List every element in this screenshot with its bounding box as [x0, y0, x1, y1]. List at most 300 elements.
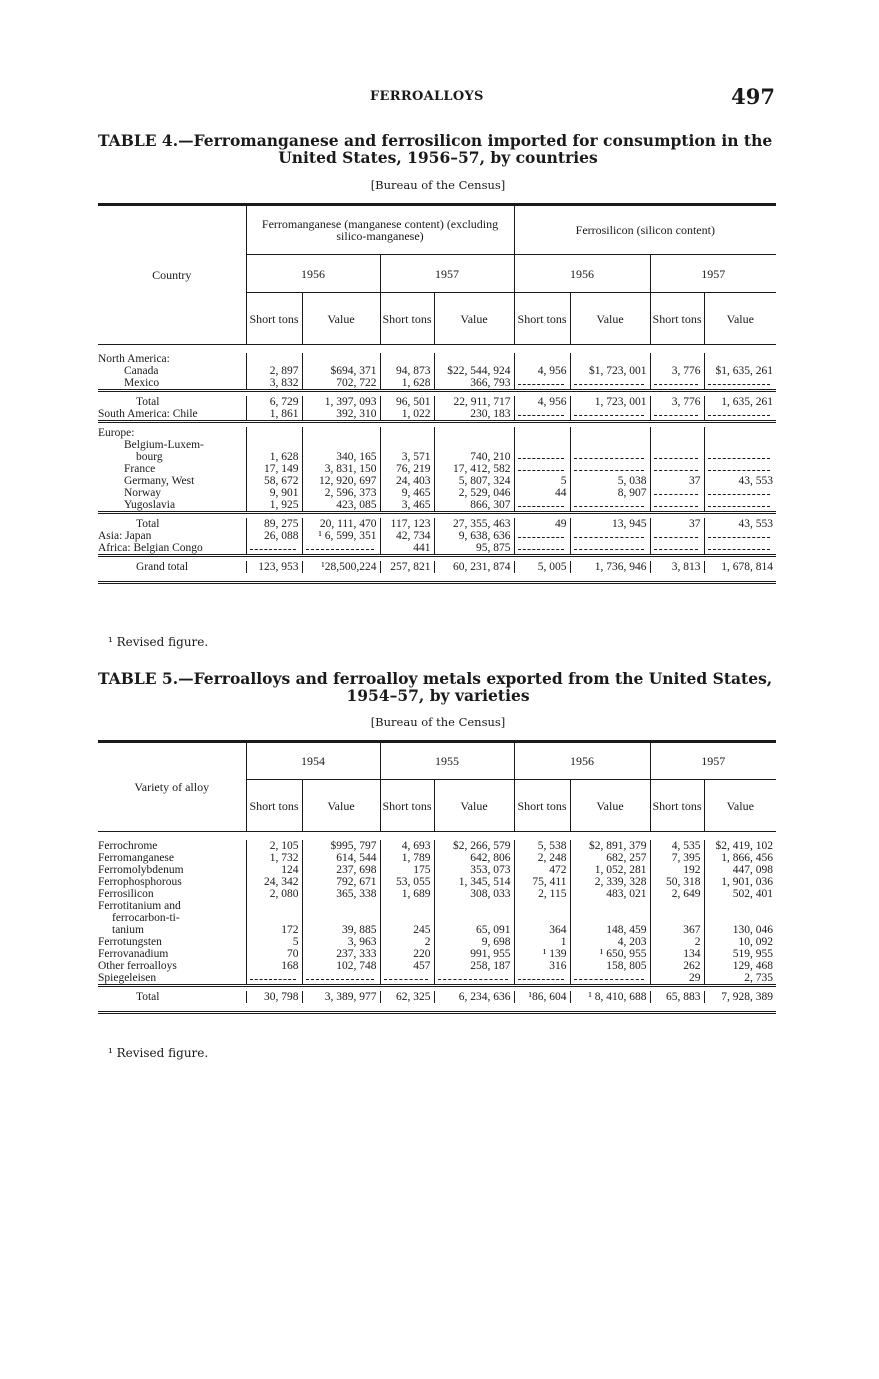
table-cell: 1, 345, 514	[434, 876, 514, 888]
table-cell: 13, 945	[570, 518, 650, 530]
table-cell: 70	[246, 948, 302, 960]
table-cell: ¹ 650, 955	[570, 948, 650, 960]
table-cell: ¹86, 604	[514, 991, 570, 1003]
table4-ferrosilicon-header: Ferrosilicon (silicon content)	[514, 205, 776, 255]
table-cell: 53, 055	[380, 876, 434, 888]
table-cell: 26, 088	[246, 530, 302, 542]
table-cell: 130, 046	[704, 924, 776, 936]
table-cell: 65, 091	[434, 924, 514, 936]
table-cell: 8, 907	[570, 487, 650, 499]
table-cell: 117, 123	[380, 518, 434, 530]
empty-cell-dashes	[650, 463, 704, 475]
table-cell: 17, 412, 582	[434, 463, 514, 475]
table-cell: 1, 628	[380, 377, 434, 391]
table5-short-tons-header: Short tons	[650, 780, 704, 832]
table-cell: 2	[650, 936, 704, 948]
table-cell: ¹ 6, 599, 351	[302, 530, 380, 542]
table-row	[98, 487, 776, 499]
table4-value-header: Value	[434, 293, 514, 345]
empty-cell-dashes	[650, 530, 704, 542]
row-label: North America:	[98, 353, 170, 365]
row-label: Spiegeleisen	[98, 972, 157, 984]
empty-cell-dashes	[570, 542, 650, 556]
table-cell: 364	[514, 924, 570, 936]
table-row	[98, 948, 776, 960]
table-cell: 2, 105	[246, 840, 302, 852]
table5-value-header: Value	[434, 780, 514, 832]
table-cell: 95, 875	[434, 542, 514, 556]
table-cell: 642, 806	[434, 852, 514, 864]
row-label: bourg	[136, 451, 163, 463]
table-cell: 5, 005	[514, 561, 570, 573]
empty-cell-dashes	[514, 408, 570, 422]
table-cell: 3, 776	[650, 365, 704, 377]
table-cell: 3, 831, 150	[302, 463, 380, 475]
table-cell: 22, 911, 717	[434, 396, 514, 408]
table-cell: 168	[246, 960, 302, 972]
table-cell: 158, 805	[570, 960, 650, 972]
table-row	[98, 530, 776, 542]
table-cell: 60, 231, 874	[434, 561, 514, 573]
table-cell	[380, 912, 434, 924]
table-cell: 472	[514, 864, 570, 876]
row-label: Germany, West	[124, 475, 195, 487]
table-cell: 740, 210	[434, 451, 514, 463]
table4-ferromanganese-header: Ferromanganese (manganese content) (excluding silico-manganese)	[246, 205, 514, 255]
row-label: Other ferroalloys	[98, 960, 177, 972]
empty-cell-dashes	[514, 377, 570, 391]
table-cell: 519, 955	[704, 948, 776, 960]
table-cell: 1, 052, 281	[570, 864, 650, 876]
table-cell	[650, 900, 704, 912]
table-cell: 65, 883	[650, 991, 704, 1003]
table-row	[98, 991, 776, 1003]
empty-cell-dashes	[570, 463, 650, 475]
table-cell	[434, 353, 514, 365]
table4-year-header: 1957	[650, 255, 776, 293]
table4-short-tons-header: Short tons	[650, 293, 704, 345]
table-cell: $694, 371	[302, 365, 380, 377]
table-cell: 1, 732	[246, 852, 302, 864]
table-cell: 3, 832	[246, 377, 302, 391]
table-cell: 129, 468	[704, 960, 776, 972]
table-row	[98, 924, 776, 936]
table-cell	[704, 353, 776, 365]
row-label: Ferrophosphorous	[98, 876, 182, 888]
table-cell: 12, 920, 697	[302, 475, 380, 487]
table4-source: [Bureau of the Census]	[370, 178, 506, 192]
row-label: Europe:	[98, 427, 135, 439]
table-cell: 39, 885	[302, 924, 380, 936]
row-label: Mexico	[124, 377, 160, 389]
table-cell: 392, 310	[302, 408, 380, 422]
table-cell: 10, 092	[704, 936, 776, 948]
table-cell	[302, 353, 380, 365]
empty-cell-dashes	[704, 451, 776, 463]
table-cell: 483, 021	[570, 888, 650, 900]
table-cell: 124	[246, 864, 302, 876]
table-cell: 2, 115	[514, 888, 570, 900]
empty-cell-dashes	[514, 542, 570, 556]
table5-year-header: 1955	[380, 742, 514, 780]
row-label: Yugoslavia	[124, 499, 176, 511]
table-cell: 1, 678, 814	[704, 561, 776, 573]
table-row	[98, 864, 776, 876]
table-cell	[434, 900, 514, 912]
row-label: Ferromolybdenum	[98, 864, 184, 876]
table-cell: 365, 338	[302, 888, 380, 900]
table-cell: $2, 891, 379	[570, 840, 650, 852]
empty-cell-dashes	[514, 972, 570, 986]
table-cell: 50, 318	[650, 876, 704, 888]
table-cell: 441	[380, 542, 434, 556]
table4-year-header: 1956	[514, 255, 650, 293]
table-cell: 4, 956	[514, 365, 570, 377]
table-row	[98, 852, 776, 864]
empty-cell-dashes	[570, 451, 650, 463]
table-cell: $995, 797	[302, 840, 380, 852]
table-cell: 43, 553	[704, 475, 776, 487]
table5-value-header: Value	[704, 780, 776, 832]
empty-cell-dashes	[570, 972, 650, 986]
empty-cell-dashes	[650, 377, 704, 391]
table5-title-line2: 1954–57, by varieties	[346, 686, 530, 705]
empty-cell-dashes	[704, 408, 776, 422]
table-cell: 89, 275	[246, 518, 302, 530]
table-cell	[514, 900, 570, 912]
empty-cell-dashes	[514, 530, 570, 542]
table5-short-tons-header: Short tons	[380, 780, 434, 832]
table-cell: 5, 038	[570, 475, 650, 487]
table4-short-tons-header: Short tons	[380, 293, 434, 345]
table-cell: 5	[514, 475, 570, 487]
table-cell: 316	[514, 960, 570, 972]
table-cell: 94, 873	[380, 365, 434, 377]
table-cell: 172	[246, 924, 302, 936]
table-cell: 367	[650, 924, 704, 936]
table-cell: 366, 793	[434, 377, 514, 391]
table5-value-header: Value	[302, 780, 380, 832]
table4-year-header: 1956	[246, 255, 380, 293]
table-cell: 1	[514, 936, 570, 948]
table-row	[98, 518, 776, 530]
table-cell: ¹ 139	[514, 948, 570, 960]
table-row	[98, 972, 776, 986]
empty-cell-dashes	[246, 542, 302, 556]
row-label: Norway	[124, 487, 162, 499]
table4	[98, 203, 776, 584]
table-cell	[302, 439, 380, 451]
table-cell	[570, 427, 650, 439]
row-label: Canada	[124, 365, 159, 377]
table-cell: 134	[650, 948, 704, 960]
table5-value-header: Value	[570, 780, 650, 832]
table-cell: 96, 501	[380, 396, 434, 408]
table5	[98, 740, 776, 1014]
table-cell: 258, 187	[434, 960, 514, 972]
table-cell: $2, 266, 579	[434, 840, 514, 852]
table-cell: 614, 544	[302, 852, 380, 864]
table-cell: 37	[650, 518, 704, 530]
table5-year-header: 1957	[650, 742, 776, 780]
table-cell: 192	[650, 864, 704, 876]
row-label: Ferrochrome	[98, 840, 158, 852]
table-cell: 17, 149	[246, 463, 302, 475]
empty-cell-dashes	[570, 408, 650, 422]
row-label: Africa: Belgian Congo	[98, 542, 203, 554]
table5-short-tons-header: Short tons	[246, 780, 302, 832]
table5-variety-header: Variety of alloy	[98, 742, 246, 832]
row-label: Grand total	[136, 561, 189, 573]
table-cell: 30, 798	[246, 991, 302, 1003]
table-row	[98, 499, 776, 513]
table-cell: 3, 813	[650, 561, 704, 573]
table-cell: 37	[650, 475, 704, 487]
table-cell: 76, 219	[380, 463, 434, 475]
table-cell: $1, 635, 261	[704, 365, 776, 377]
table4-title-line2: United States, 1956–57, by countries	[278, 148, 598, 167]
table4-title	[98, 132, 778, 166]
table5-year-header: 1956	[514, 742, 650, 780]
table-cell	[570, 439, 650, 451]
table-cell: 220	[380, 948, 434, 960]
table-cell: 9, 901	[246, 487, 302, 499]
table-cell: 27, 355, 463	[434, 518, 514, 530]
empty-cell-dashes	[514, 499, 570, 513]
table5-source: [Bureau of the Census]	[370, 715, 506, 729]
empty-cell-dashes	[434, 972, 514, 986]
table-cell: 102, 748	[302, 960, 380, 972]
empty-cell-dashes	[302, 542, 380, 556]
table-cell: 123, 953	[246, 561, 302, 573]
table-row	[98, 439, 776, 451]
table-cell	[302, 427, 380, 439]
table-cell: 20, 111, 470	[302, 518, 380, 530]
table-cell: 447, 098	[704, 864, 776, 876]
table4-year-header: 1957	[380, 255, 514, 293]
row-label: Total	[136, 991, 160, 1003]
empty-cell-dashes	[514, 451, 570, 463]
table-cell: 2, 897	[246, 365, 302, 377]
table-row	[98, 561, 776, 573]
row-label: Ferrotitanium and	[98, 900, 181, 912]
table-cell: 4, 535	[650, 840, 704, 852]
table-cell: 5, 807, 324	[434, 475, 514, 487]
table-row	[98, 888, 776, 900]
table-cell: 9, 698	[434, 936, 514, 948]
table-row	[98, 936, 776, 948]
table-cell	[514, 439, 570, 451]
row-label: Ferrovanadium	[98, 948, 169, 960]
table-row	[98, 912, 776, 924]
table-cell: 257, 821	[380, 561, 434, 573]
empty-cell-dashes	[704, 377, 776, 391]
table-cell	[514, 353, 570, 365]
row-label: France	[124, 463, 156, 475]
table-cell	[302, 900, 380, 912]
table-cell: 148, 459	[570, 924, 650, 936]
table-cell: 1, 022	[380, 408, 434, 422]
table-cell	[302, 912, 380, 924]
table-cell: 3, 571	[380, 451, 434, 463]
table-cell: 457	[380, 960, 434, 972]
empty-cell-dashes	[246, 972, 302, 986]
table-cell	[514, 912, 570, 924]
table-cell: 1, 925	[246, 499, 302, 513]
table-cell: 62, 325	[380, 991, 434, 1003]
table-cell: 3, 776	[650, 396, 704, 408]
row-label: Total	[136, 396, 160, 408]
empty-cell-dashes	[380, 972, 434, 986]
table-cell: ¹28,500,224	[302, 561, 380, 573]
table-cell: 44	[514, 487, 570, 499]
empty-cell-dashes	[704, 499, 776, 513]
table-cell	[434, 912, 514, 924]
table-cell	[650, 439, 704, 451]
row-label: Ferrosilicon	[98, 888, 154, 900]
table-cell: 6, 729	[246, 396, 302, 408]
table-cell: 175	[380, 864, 434, 876]
row-label: ferrocarbon-ti-	[112, 912, 180, 924]
table-cell: 237, 333	[302, 948, 380, 960]
table-cell: 1, 689	[380, 888, 434, 900]
table-cell: 2, 735	[704, 972, 776, 986]
table-cell: 58, 672	[246, 475, 302, 487]
table-cell: 2, 080	[246, 888, 302, 900]
table4-short-tons-header: Short tons	[246, 293, 302, 345]
table-cell: $22, 544, 924	[434, 365, 514, 377]
table-cell: $2, 419, 102	[704, 840, 776, 852]
table-cell: 42, 734	[380, 530, 434, 542]
table-cell: 24, 342	[246, 876, 302, 888]
table-cell: 6, 234, 636	[434, 991, 514, 1003]
table-cell	[246, 900, 302, 912]
table-row	[98, 876, 776, 888]
table-row	[98, 365, 776, 377]
table-cell: 7, 395	[650, 852, 704, 864]
table-cell: 1, 397, 093	[302, 396, 380, 408]
table-row	[98, 900, 776, 912]
table-cell: 4, 956	[514, 396, 570, 408]
table-cell: 308, 033	[434, 888, 514, 900]
table-cell	[570, 353, 650, 365]
table-cell: 682, 257	[570, 852, 650, 864]
table-cell: 2, 248	[514, 852, 570, 864]
table-row	[98, 396, 776, 408]
table-cell	[380, 900, 434, 912]
table4-short-tons-header: Short tons	[514, 293, 570, 345]
table-cell: 9, 465	[380, 487, 434, 499]
empty-cell-dashes	[302, 972, 380, 986]
table-cell: 4, 693	[380, 840, 434, 852]
table-cell: 991, 955	[434, 948, 514, 960]
table-row	[98, 542, 776, 556]
table-cell	[246, 912, 302, 924]
table4-value-header: Value	[302, 293, 380, 345]
table-cell: 792, 671	[302, 876, 380, 888]
table-cell	[570, 912, 650, 924]
table-cell: 340, 165	[302, 451, 380, 463]
table-cell: 43, 553	[704, 518, 776, 530]
empty-cell-dashes	[650, 499, 704, 513]
table-cell: 2	[380, 936, 434, 948]
table5-title-line1: TABLE 5.—Ferroalloys and ferroalloy metals exported from the United States,	[98, 669, 773, 688]
empty-cell-dashes	[570, 377, 650, 391]
row-label: Ferromanganese	[98, 852, 174, 864]
table-cell	[704, 427, 776, 439]
table-row	[98, 427, 776, 439]
table5-title	[98, 670, 778, 704]
running-head: FERROALLOYS	[370, 89, 484, 104]
table-cell: 24, 403	[380, 475, 434, 487]
table-cell: 262	[650, 960, 704, 972]
row-label: Total	[136, 518, 160, 530]
table-cell: 49	[514, 518, 570, 530]
table-row	[98, 960, 776, 972]
table5-footnote: ¹ Revised figure.	[108, 1046, 209, 1060]
table-cell: 1, 736, 946	[570, 561, 650, 573]
table4-value-header: Value	[570, 293, 650, 345]
empty-cell-dashes	[650, 487, 704, 499]
table-cell	[434, 439, 514, 451]
table4-country-header: Country	[98, 205, 246, 345]
table-cell: 5	[246, 936, 302, 948]
empty-cell-dashes	[704, 487, 776, 499]
table-row	[98, 353, 776, 365]
empty-cell-dashes	[570, 499, 650, 513]
table-cell	[650, 912, 704, 924]
table-cell	[246, 353, 302, 365]
table-cell: 423, 085	[302, 499, 380, 513]
table-cell: 3, 465	[380, 499, 434, 513]
table-cell	[704, 900, 776, 912]
table-cell	[650, 427, 704, 439]
empty-cell-dashes	[514, 463, 570, 475]
table-row	[98, 451, 776, 463]
table-cell: 1, 789	[380, 852, 434, 864]
table-cell	[704, 912, 776, 924]
table5-year-header: 1954	[246, 742, 380, 780]
table-cell: 5, 538	[514, 840, 570, 852]
table-cell: 230, 183	[434, 408, 514, 422]
table-cell	[514, 427, 570, 439]
table-cell: 702, 722	[302, 377, 380, 391]
table-cell: ¹ 8, 410, 688	[570, 991, 650, 1003]
table-cell: 1, 861	[246, 408, 302, 422]
table-cell	[650, 353, 704, 365]
table-cell	[434, 427, 514, 439]
empty-cell-dashes	[704, 542, 776, 556]
table-cell: 2, 529, 046	[434, 487, 514, 499]
table-cell: 4, 203	[570, 936, 650, 948]
table4-footnote: ¹ Revised figure.	[108, 635, 209, 649]
table-cell: 353, 073	[434, 864, 514, 876]
row-label: tanium	[112, 924, 144, 936]
table-cell: 245	[380, 924, 434, 936]
table-cell: 1, 866, 456	[704, 852, 776, 864]
table-cell	[380, 427, 434, 439]
table5-short-tons-header: Short tons	[514, 780, 570, 832]
empty-cell-dashes	[704, 463, 776, 475]
row-label: Ferrotungsten	[98, 936, 162, 948]
table-row	[98, 408, 776, 422]
table-row	[98, 463, 776, 475]
table-cell	[570, 900, 650, 912]
empty-cell-dashes	[650, 408, 704, 422]
table-cell: 2, 596, 373	[302, 487, 380, 499]
table-row	[98, 840, 776, 852]
table-cell: 2, 649	[650, 888, 704, 900]
